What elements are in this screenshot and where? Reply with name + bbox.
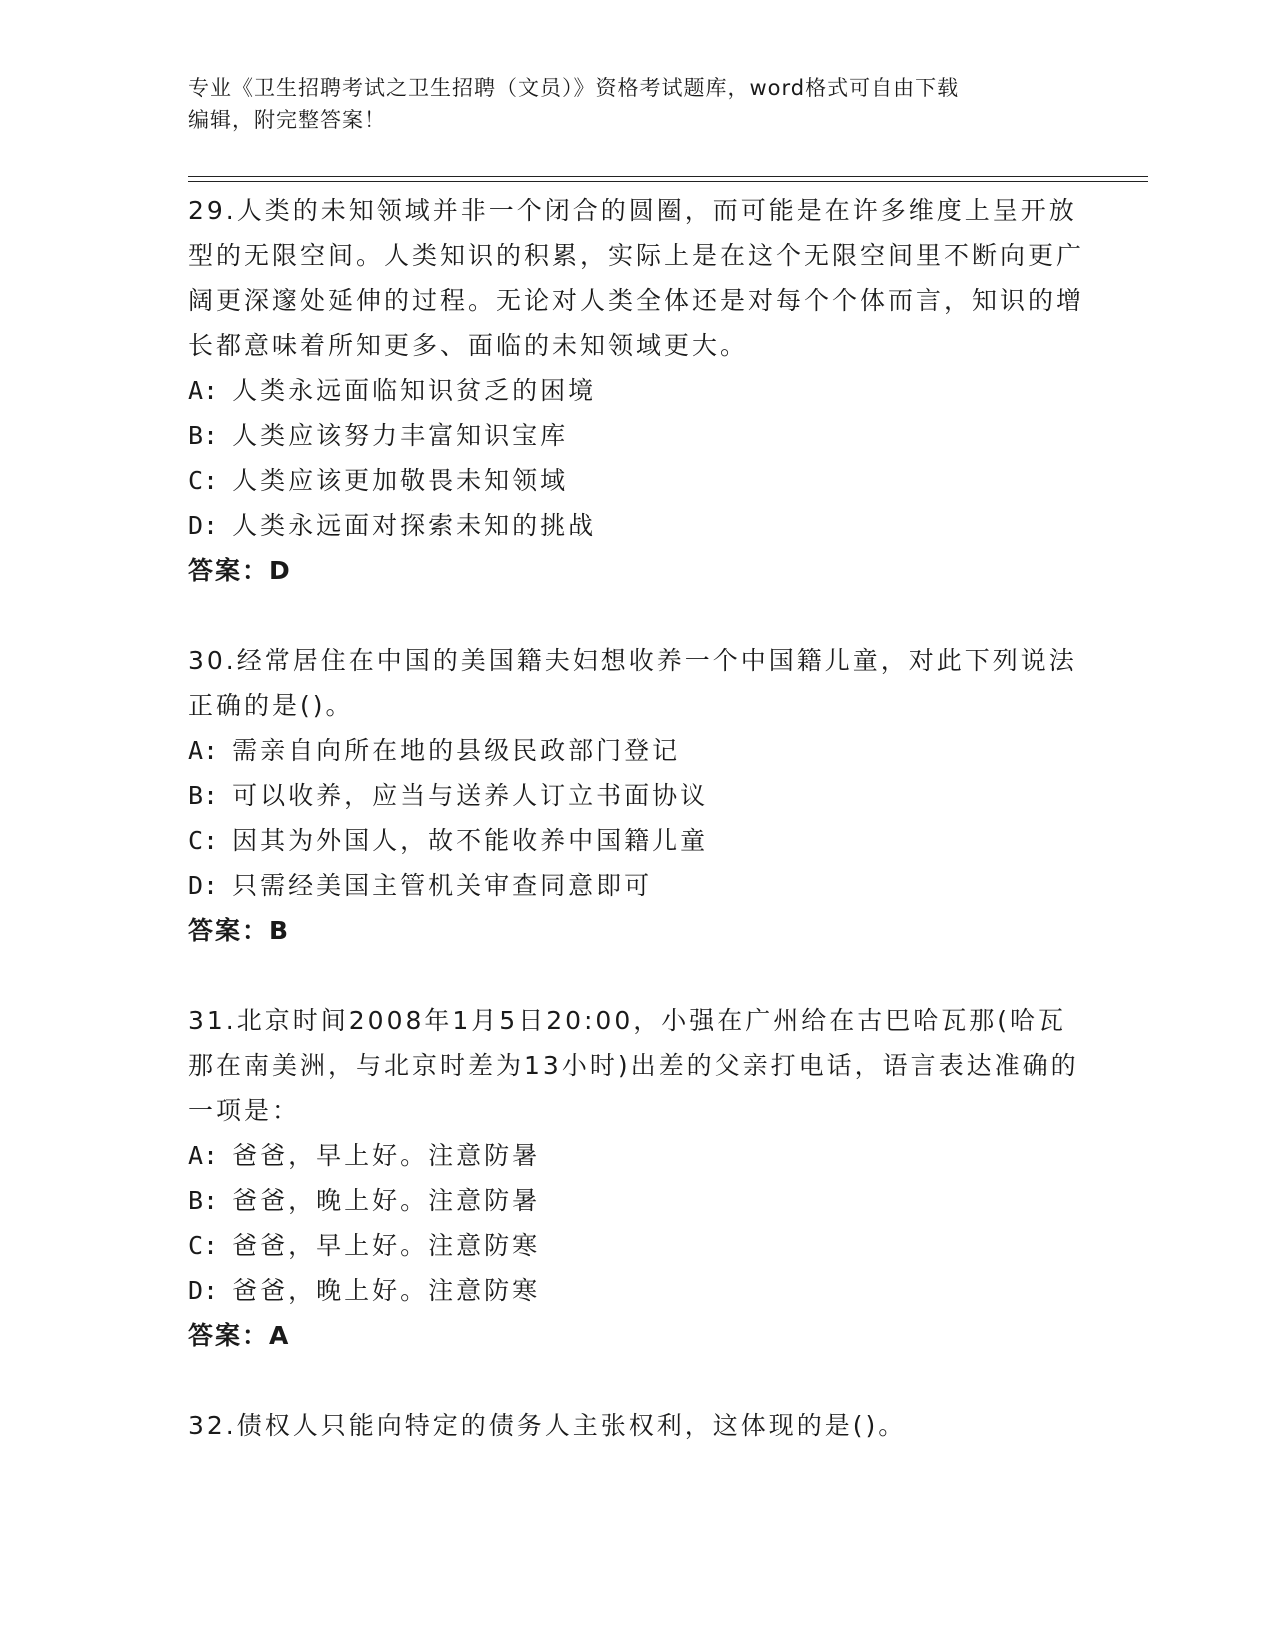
option-text: 人类应该努力丰富知识宝库 xyxy=(232,421,569,450)
option-text: 因其为外国人，故不能收养中国籍儿童 xyxy=(232,826,709,855)
option-c xyxy=(188,1223,1088,1268)
option-letter: B: xyxy=(188,781,219,810)
question-32 xyxy=(188,1403,1088,1448)
option-letter: A: xyxy=(188,736,219,765)
option-text: 可以收养，应当与送养人订立书面协议 xyxy=(232,781,709,810)
header-line-2: 编辑，附完整答案！ xyxy=(188,108,386,132)
option-letter: D: xyxy=(188,1276,219,1305)
option-letter: C: xyxy=(188,466,219,495)
option-text: 人类应该更加敬畏未知领域 xyxy=(232,466,569,495)
question-29 xyxy=(188,188,1088,593)
option-text: 爸爸，晚上好。注意防暑 xyxy=(232,1186,541,1215)
option-b xyxy=(188,773,1088,818)
option-text: 只需经美国主管机关审查同意即可 xyxy=(232,871,653,900)
option-text: 爸爸，早上好。注意防暑 xyxy=(232,1141,541,1170)
question-text: 30.经常居住在中国的美国籍夫妇想收养一个中国籍儿童，对此下列说法正确的是()。 xyxy=(188,646,1077,720)
option-text: 人类永远面对探索未知的挑战 xyxy=(232,511,597,540)
question-text: 29.人类的未知领域并非一个闭合的圆圈，而可能是在许多维度上呈开放型的无限空间。人类知识的积累，实际上是在这个无限空间里不断向更广阔更深邃处延伸的过程。无论对人类全体还是对每个个体而言，知识的增长都意味着所知更多、面临的未知领域更大。 xyxy=(188,196,1085,360)
question-31 xyxy=(188,998,1088,1358)
option-text: 人类永远面临知识贫乏的困境 xyxy=(232,376,597,405)
option-d xyxy=(188,1268,1088,1313)
option-letter: C: xyxy=(188,1231,219,1260)
option-a xyxy=(188,368,1088,413)
question-list xyxy=(188,188,1088,1493)
option-letter: C: xyxy=(188,826,219,855)
header-divider-bottom xyxy=(188,181,1148,182)
answer: 答案：D xyxy=(188,556,292,585)
option-letter: D: xyxy=(188,871,219,900)
answer: 答案：A xyxy=(188,1321,291,1350)
option-letter: A: xyxy=(188,376,219,405)
question-text: 32.债权人只能向特定的债务人主张权利，这体现的是()。 xyxy=(188,1411,907,1440)
option-text: 需亲自向所在地的县级民政部门登记 xyxy=(232,736,681,765)
header-line-1: 专业《卫生招聘考试之卫生招聘（文员）》资格考试题库，word格式可自由下载 xyxy=(188,76,960,100)
option-a xyxy=(188,728,1088,773)
option-d xyxy=(188,863,1088,908)
option-letter: A: xyxy=(188,1141,219,1170)
option-b xyxy=(188,1178,1088,1223)
option-letter: B: xyxy=(188,1186,219,1215)
option-letter: B: xyxy=(188,421,219,450)
option-text: 爸爸，晚上好。注意防寒 xyxy=(232,1276,541,1305)
question-text: 31.北京时间2008年1月5日20:00，小强在广州给在古巴哈瓦那(哈瓦那在南美洲，与北京时差为13小时)出差的父亲打电话，语言表达准确的一项是： xyxy=(188,1006,1079,1125)
question-30 xyxy=(188,638,1088,953)
header-divider-top xyxy=(188,176,1148,177)
option-a xyxy=(188,1133,1088,1178)
answer: 答案：B xyxy=(188,916,291,945)
option-c xyxy=(188,458,1088,503)
option-letter: D: xyxy=(188,511,219,540)
option-d xyxy=(188,503,1088,548)
option-c xyxy=(188,818,1088,863)
option-b xyxy=(188,413,1088,458)
document-header xyxy=(188,72,1088,136)
option-text: 爸爸，早上好。注意防寒 xyxy=(232,1231,541,1260)
